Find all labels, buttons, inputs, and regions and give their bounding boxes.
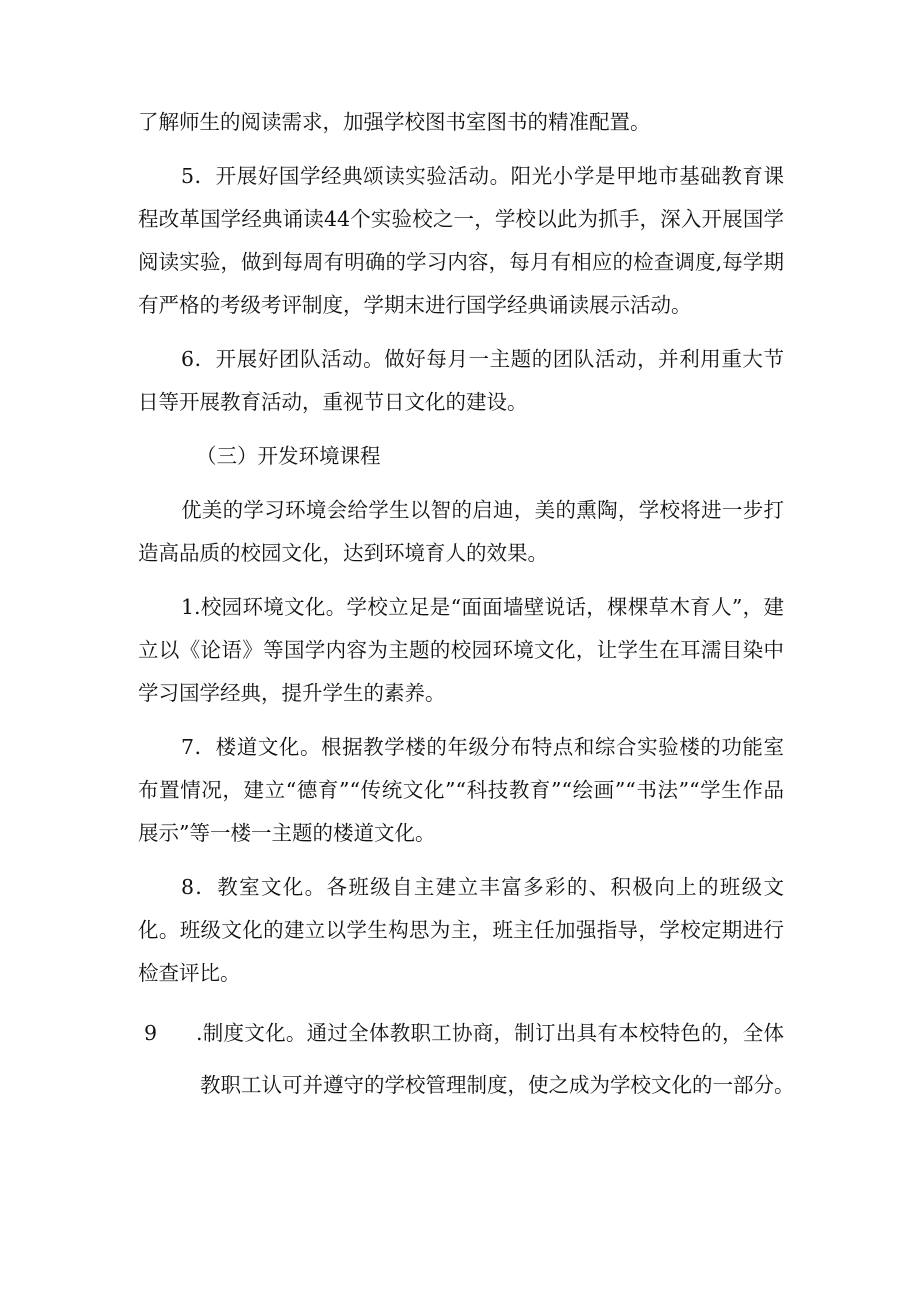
- item-9-number: 9: [144, 1021, 158, 1045]
- section-heading-environment-course: （三）开发环境课程: [196, 444, 381, 468]
- paragraph-reading-needs: 了解师生的阅读需求，加强学校图书室图书的精准配置。: [138, 110, 651, 134]
- document-body: [138, 101, 784, 995]
- paragraph-item-6: 6．开展好团队活动。做好每月一主题的团队活动，并利用重大节日等开展教育活动，重视节日文化的建设。: [138, 347, 784, 414]
- item-9-line-1: .制度文化。通过全体教职工协商，制订出具有本校特色的，全体: [196, 1021, 784, 1045]
- paragraph-environment-intro: 优美的学习环境会给学生以智的启迪，美的熏陶，学校将进一步打造高品质的校园文化，达到环境育人的效果。: [138, 498, 784, 565]
- paragraph-item-5: 5．开展好国学经典颂读实验活动。阳光小学是甲地市基础教育课程改革国学经典诵读44个实验校之一，学校以此为抓手，深入开展国学阅读实验，做到每周有明确的学习内容，每月有相应的检查调度,每学期有严格的考级考评制度，学期末进行国学经典诵读展示活动。: [138, 164, 784, 317]
- paragraph-item-1-campus: 1.校园环境文化。学校立足是“面面墙壁说话，棵棵草木育人”，建立以《论语》等国学内容为主题的校园环境文化，让学生在耳濡目染中学习国学经典，提升学生的素养。: [138, 595, 784, 705]
- paragraph-item-8-classroom: 8．教室文化。各班级自主建立丰富多彩的、积极向上的班级文化。班级文化的建立以学生构思为主，班主任加强指导，学校定期进行检查评比。: [138, 875, 784, 985]
- paragraph-item-7-corridor: 7．楼道文化。根据教学楼的年级分布特点和综合实验楼的功能室布置情况，建立“德育”“传统文化”“科技教育”“绘画”“书法”“学生作品展示”等一楼一主题的楼道文化。: [138, 735, 784, 845]
- item-9-line-2: 教职工认可并遵守的学校管理制度，使之成为学校文化的一部分。: [200, 1073, 795, 1097]
